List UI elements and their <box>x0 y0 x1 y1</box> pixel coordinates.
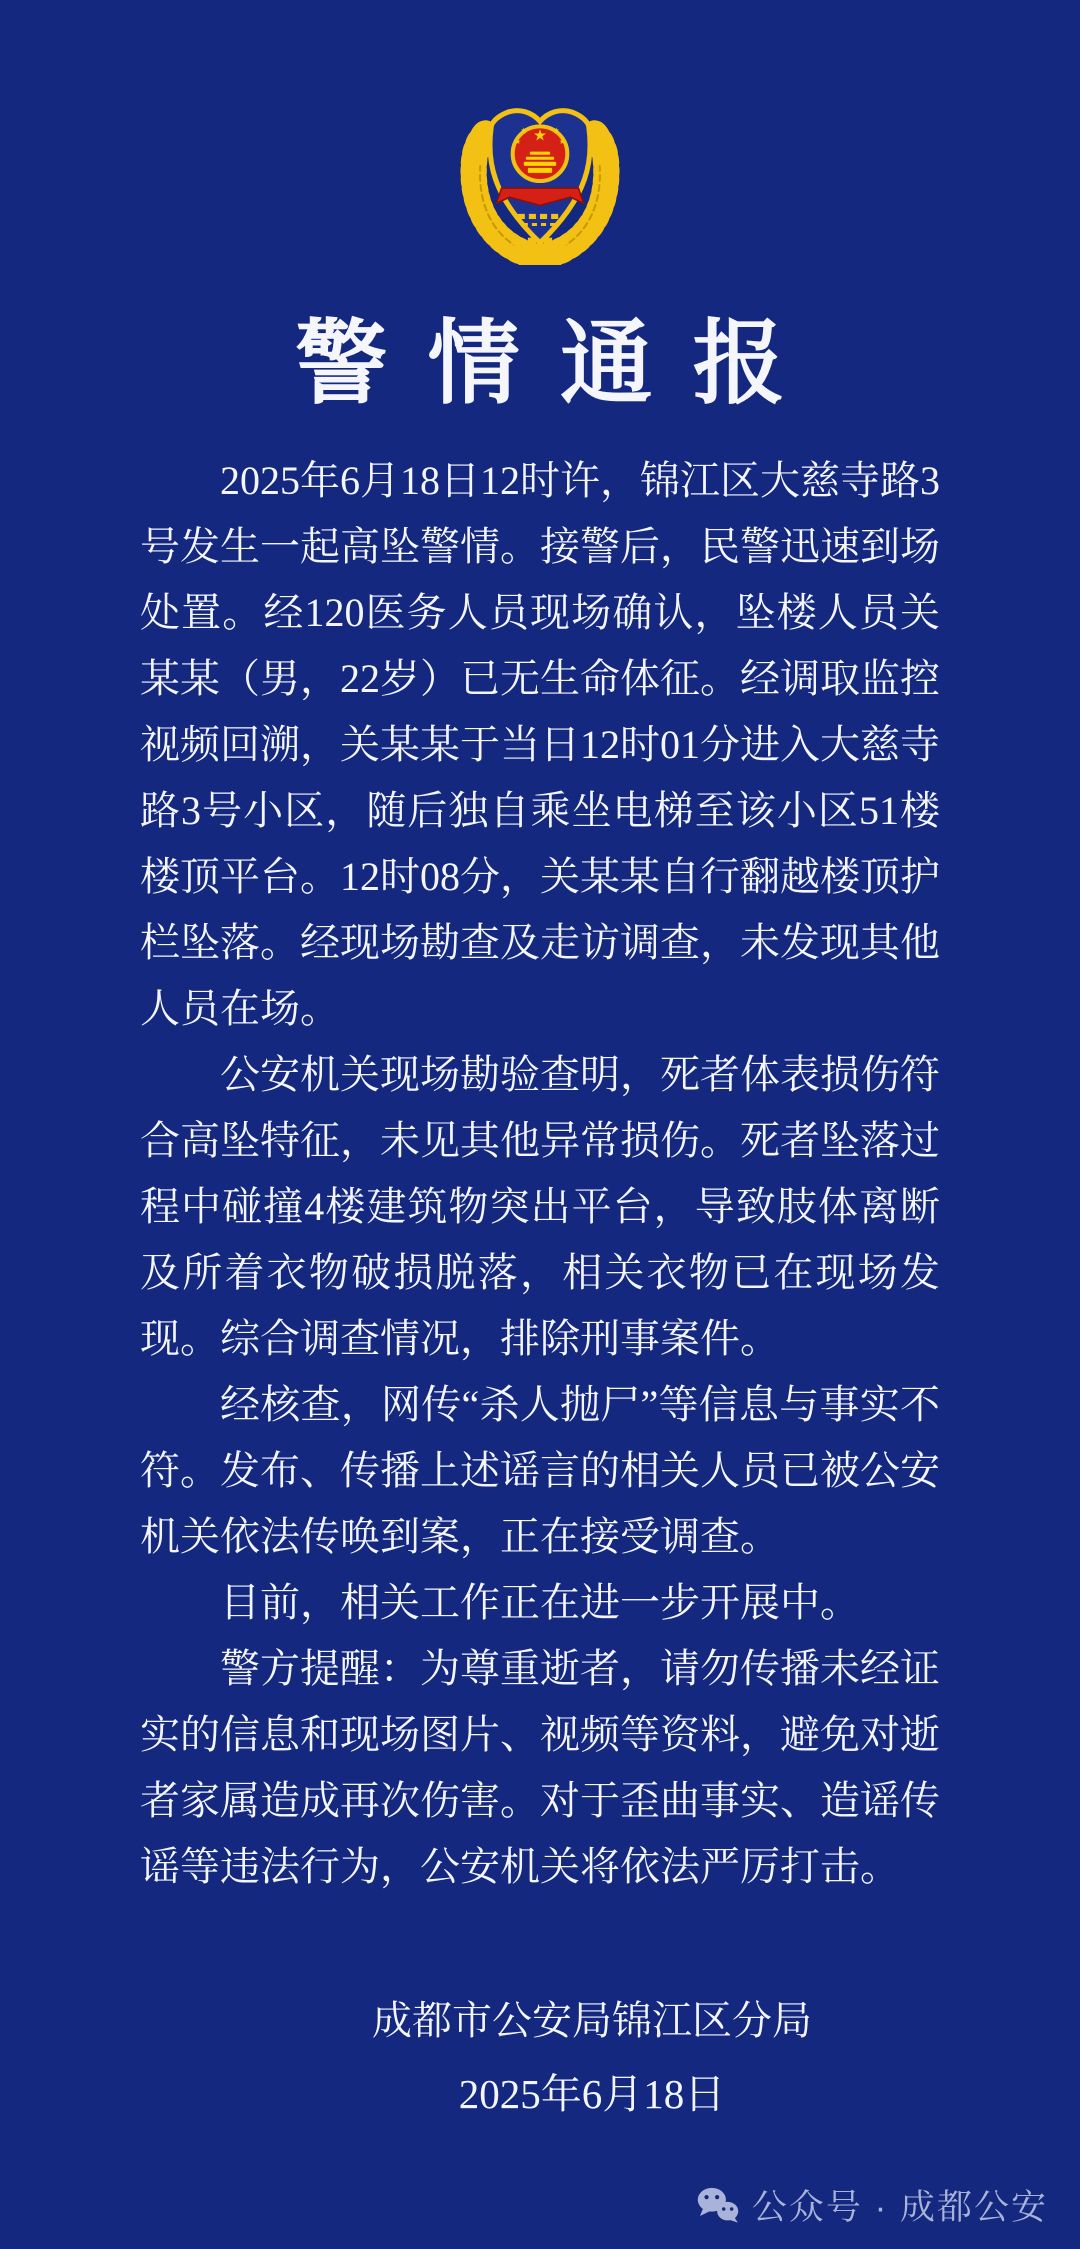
notice-body <box>140 448 940 1900</box>
issue-date: 2025年6月18日 <box>458 2071 726 2117</box>
wechat-account-footer <box>696 2180 1048 2230</box>
signature-block <box>0 1998 1080 2117</box>
notice-title: 警情通报 <box>295 313 826 415</box>
wechat-icon <box>696 2186 740 2224</box>
notice-paragraph: 2025年6月18日12时许，锦江区大慈寺路3号发生一起高坠警情。接警后，民警迅速到场处置。经120医务人员现场确认，坠楼人员关某某（男，22岁）已无生命体征。经调取监控视频回溯，关某某于当日12时01分进入大慈寺路3号小区，随后独自乘坐电梯至该小区51楼楼顶平台。12时08分，关某某自行翻越楼顶护栏坠落。经现场勘查及走访调查，未发现其他人员在场。 <box>140 458 940 1031</box>
issuing-agency: 成都市公安局锦江区分局 <box>372 1998 812 2043</box>
notice-paragraph: 公安机关现场勘验查明，死者体表损伤符合高坠特征，未见其他异常损伤。死者坠落过程中碰撞4楼建筑物突出平台，导致肢体离断及所着衣物破损脱落，相关衣物已在现场发现。综合调查情况，排除刑事案件。 <box>140 1052 940 1361</box>
police-badge-icon <box>458 95 622 265</box>
notice-paragraph: 目前，相关工作正在进一步开展中。 <box>220 1580 860 1625</box>
wechat-account-label: 公众号 · 成都公安 <box>751 2188 1048 2227</box>
notice-paragraph: 警方提醒：为尊重逝者，请勿传播未经证实的信息和现场图片、视频等资料，避免对逝者家属造成再次伤害。对于歪曲事实、造谣传谣等违法行为，公安机关将依法严厉打击。 <box>140 1646 940 1889</box>
notice-paragraph: 经核查，网传“杀人抛尸”等信息与事实不符。发布、传播上述谣言的相关人员已被公安机关依法传唤到案，正在接受调查。 <box>140 1382 940 1559</box>
